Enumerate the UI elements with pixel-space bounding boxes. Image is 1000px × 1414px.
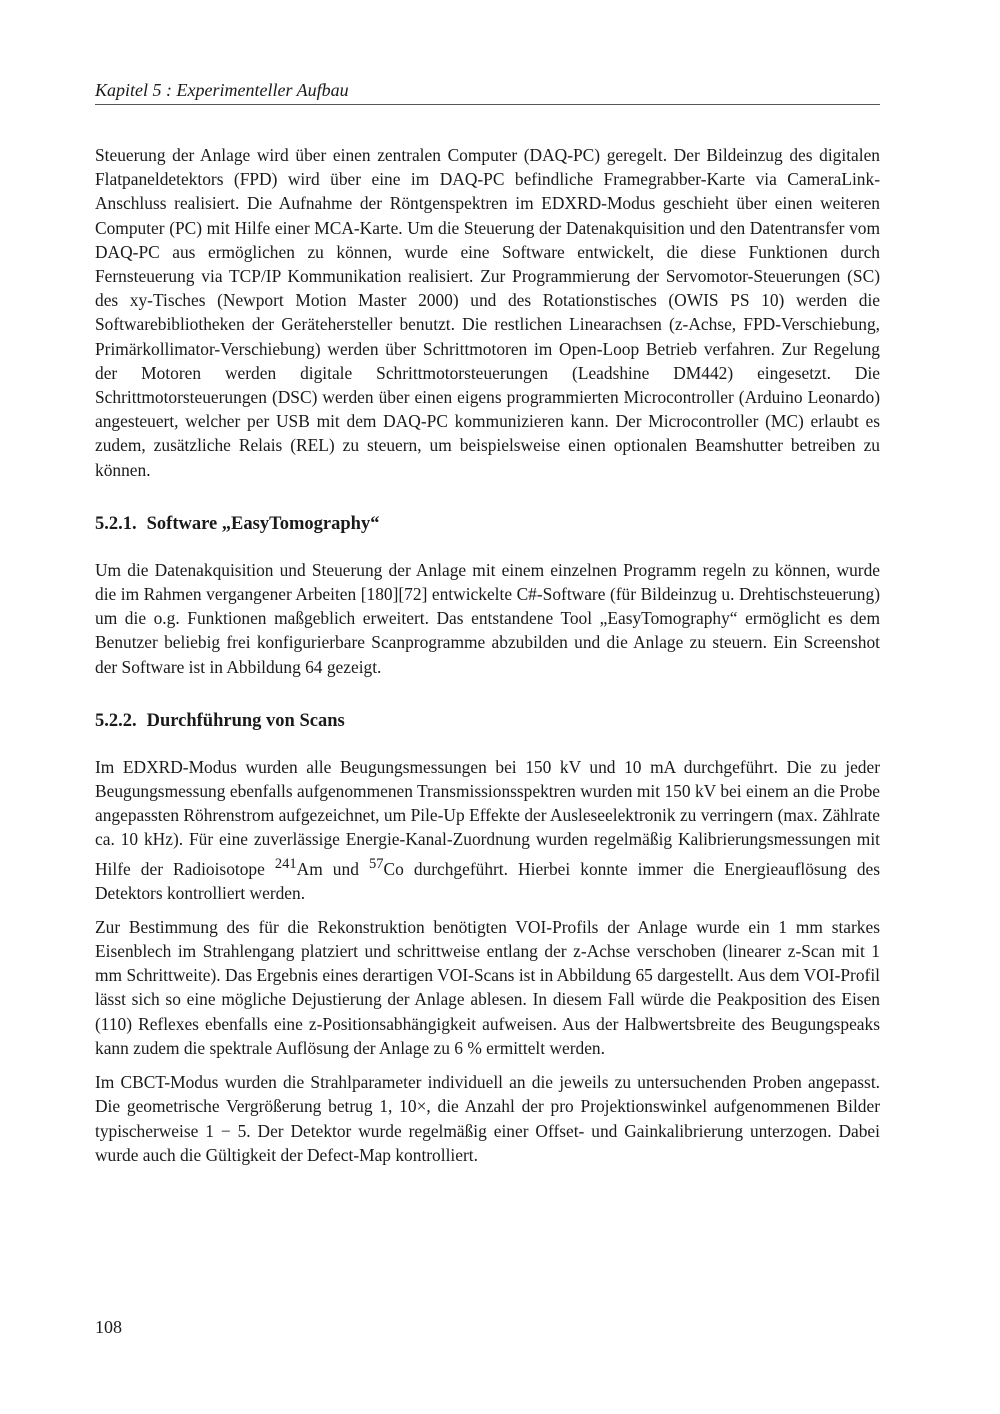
section-title: Software „EasyTomography“	[146, 513, 380, 534]
isotope-mass-co: 57	[368, 855, 384, 872]
section-title: Durchführung von Scans	[146, 710, 345, 731]
isotope-mass-am: 241	[274, 855, 297, 872]
section-number: 5.2.2.	[95, 710, 137, 731]
isotope-symbol-am: Am	[296, 858, 323, 879]
section-number: 5.2.1.	[95, 513, 137, 534]
edxrd-text-b: und	[322, 858, 369, 879]
edxrd-paragraph	[95, 755, 880, 905]
section-heading-5-2-2	[95, 709, 880, 733]
page-body	[95, 143, 880, 1177]
voi-profile-paragraph: Zur Bestimmung des für die Rekonstruktion benötigten VOI-Profils der Anlage wurde ein 1 mm starkes Eisenblech im Strahlengang platziert und schrittweise entlang der z-Achse verschoben (linearer z-Scan mit 1 mm Schrittweite). Das Ergebnis eines derartigen VOI-Scans ist in Abbildung 65 dargestellt. Aus dem VOI-Profil lässt sich so eine mögliche Dejustierung der Anlage ablesen. In diesem Fall würde die Peakposition des Eisen (110) Reflexes ebenfalls eine z-Positionsabhängigkeit aufweisen. Aus der Halbwertsbreite des Beugungspeaks kann zudem die spektrale Auflösung der Anlage zu 6 % ermittelt werden.	[95, 916, 880, 1058]
page-number: 108	[95, 1317, 122, 1337]
easytomography-paragraph: Um die Datenakquisition und Steuerung der Anlage mit einem einzelnen Programm regeln zu können, wurde die im Rahmen vergangener Arbeiten [180][72] entwickelte C#-Software (für Bildeinzug u. Drehtischsteuerung) um die o.g. Funktionen maßgeblich erweitert. Das entstandene Tool „EasyTomography“ ermöglicht es dem Benutzer beliebig frei konfigurierbare Scanprogramme abzubilden und die Anlage zu steuern. Ein Screenshot der Software ist in Abbildung 64 gezeigt.	[95, 559, 880, 677]
intro-paragraph: Steuerung der Anlage wird über einen zentralen Computer (DAQ-PC) geregelt. Der Bildeinzug des digitalen Flatpaneldetektors (FPD) wird über eine im DAQ-PC befindliche Framegrabber-Karte via CameraLink-Anschluss realisiert. Die Aufnahme der Röntgenspektren im EDXRD-Modus geschieht über einen weiteren Computer (PC) mit Hilfe einer MCA-Karte. Um die Steuerung der Datenakquisition und den Datentransfer vom DAQ-PC aus ermöglichen zu können, wurde eine Software entwickelt, die diese Funktionen durch Fernsteuerung via TCP/IP Kommunikation realisiert. Zur Programmierung der Servomotor-Steuerungen (SC) des xy-Tisches (Newport Motion Master 2000) und des Rotationstisches (OWIS PS 10) werden die Softwarebibliotheken der Gerätehersteller benutzt. Die restlichen Linearachsen (z-Achse, FPD-Verschiebung, Primärkollimator-Verschiebung) werden über Schrittmotoren im Open-Loop Betrieb verfahren. Zur Regelung der Motoren werden digitale Schrittmotorsteuerungen (Leadshine DM442) eingesetzt. Die Schrittmotorsteuerungen (DSC) werden über einen eigens programmierten Microcontroller (Arduino Leonardo) angesteuert, welcher per USB mit dem DAQ-PC kommunizieren kann. Der Microcontroller (MC) erlaubt es zudem, zusätzliche Relais (REL) zu steuern, um beispielsweise einen optionalen Beamshutter betreiben zu können.	[95, 145, 880, 480]
section-heading-5-2-1	[95, 512, 880, 536]
edxrd-text-a: Im EDXRD-Modus wurden alle Beugungsmessungen bei 150 kV und 10 mA durchgeführt. Die zu jeder Beugungsmessung ebenfalls aufgenommenen Transmissionsspektren wurden mit 150 kV bei einem an die Probe angepassten Röhrenstrom aufgezeichnet, um Pile-Up Effekte der Ausleseelektronik zu verringern (max. Zählrate ca. 10 kHz). Für eine zuverlässige Energie-Kanal-Zuordnung wurden regelmäßig Kalibrierungsmessungen mit Hilfe der Radioisotope	[95, 756, 880, 879]
isotope-symbol-co: Co	[383, 858, 404, 879]
running-head: Kapitel 5 : Experimenteller Aufbau	[95, 78, 880, 105]
edxrd-text-c: durchgeführt. Hierbei konnte immer die Energieauflösung des Detektors kontrolliert werden.	[95, 858, 881, 903]
cbct-paragraph: Im CBCT-Modus wurden die Strahlparameter individuell an die jeweils zu untersuchenden Proben angepasst. Die geometrische Vergrößerung betrug 1, 10×, die Anzahl der pro Projektionswinkel aufgenommenen Bilder typischerweise 1 − 5. Der Detektor wurde regelmäßig einer Offset- und Gainkalibrierung unterzogen. Dabei wurde auch die Gültigkeit der Defect-Map kontrolliert.	[95, 1072, 880, 1165]
